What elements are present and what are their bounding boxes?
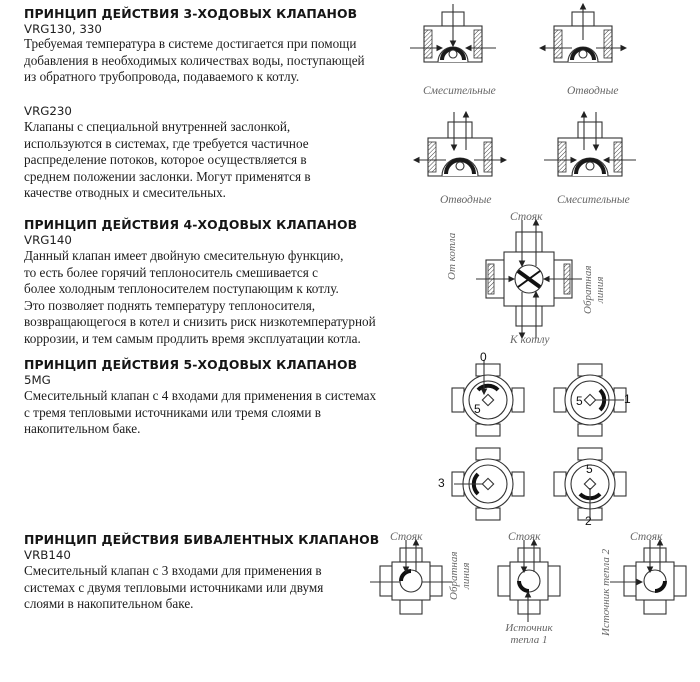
line: коррозии, и тем самым продлить время эксплуатации котла.: [24, 330, 361, 346]
caption-riser-b3: Стояк: [630, 531, 663, 543]
caption-riser-b2: Стояк: [508, 531, 541, 543]
line: более холодным теплоносителем поступающим к котлу.: [24, 281, 339, 297]
line: Это позволяет поднять температуру теплоносителя,: [24, 297, 316, 313]
line: Смесительный клапан с 3 входами для применения в: [24, 563, 322, 578]
caption-riser-b1: Стояк: [390, 531, 423, 543]
line: добавления в необходимых количествах воды, поступающей: [24, 52, 365, 68]
line: Смесительный клапан с 4 входами для применения в системах: [24, 388, 377, 403]
valve-3way-diverting-diagram: [548, 10, 618, 80]
caption-source-2: Источник тепла 2: [600, 548, 612, 636]
line: линия: [460, 562, 472, 589]
line: Обратная: [448, 551, 460, 600]
line: Обратная: [582, 265, 594, 314]
caption-mixing-1: Смесительные: [423, 85, 496, 97]
line: среднем положении заслонки. Могут применятся в: [24, 168, 311, 184]
line: используются в системах, где требуется частичное: [24, 135, 309, 151]
line: Требуемая температура в системе достигается при помощи: [24, 36, 357, 51]
line: Источник: [505, 622, 553, 634]
model-vrg130: VRG130, 330: [24, 22, 102, 36]
model-vrb140: VRB140: [24, 548, 71, 562]
valve-4way-diagram: [482, 230, 577, 330]
text-3way-b: [24, 119, 311, 202]
model-vrg230: VRG230: [24, 104, 72, 118]
caption-mixing-2: Смесительные: [557, 194, 630, 206]
line: накопительном баке.: [24, 421, 141, 437]
valve-bivalent-diagram-1: [376, 546, 446, 616]
heading-bivalent: ПРИНЦИП ДЕЙСТВИЯ БИВАЛЕНТНЫХ КЛАПАНОВ: [24, 532, 380, 547]
line: тепла 1: [510, 634, 548, 646]
position-3-label: 3: [438, 476, 445, 490]
line: то есть более горячий теплоноситель смешивается с: [24, 264, 318, 280]
caption-diverting-2: Отводные: [440, 194, 492, 206]
heading-5way: ПРИНЦИП ДЕЙСТВИЯ 5-ХОДОВЫХ КЛАПАНОВ: [24, 357, 358, 372]
line: системах с двумя тепловыми источниками или двумя: [24, 579, 324, 595]
caption-return-b: [448, 552, 472, 601]
valve-5way-position-3: [448, 444, 528, 524]
position-2-label: 2: [585, 514, 592, 528]
caption-return-4way: [582, 266, 606, 315]
port-5-label: 5: [586, 462, 593, 476]
model-vrg140: VRG140: [24, 233, 72, 247]
line: линия: [594, 276, 606, 303]
caption-to-boiler: К котлу: [510, 334, 550, 346]
line: Данный клапан имеет двойную смесительную функцию,: [24, 248, 344, 263]
valve-bivalent-diagram-3: [620, 546, 690, 616]
caption-diverting-1: Отводные: [567, 85, 619, 97]
position-1-label: 1: [624, 392, 631, 406]
line: Клапаны с специальной внутренней заслонкой,: [24, 119, 291, 134]
line: возвращающегося в котел и снизить риск низкотемпературной: [24, 314, 376, 330]
caption-riser-4way: Стояк: [510, 211, 543, 223]
line: из обратного трубопровода, подаваемого к котлу.: [24, 69, 300, 85]
text-3way-a: [24, 36, 365, 86]
port-5-label: 5: [474, 402, 481, 416]
line: распределение потоков, которое осуществляется в: [24, 152, 307, 168]
caption-source-1: [494, 622, 564, 646]
line: с тремя тепловыми источниками или тремя слоями в: [24, 404, 321, 420]
position-0-label: 0: [480, 350, 487, 364]
valve-bivalent-diagram-2: [494, 546, 564, 616]
text-5way: [24, 388, 376, 438]
caption-from-boiler: От котла: [446, 232, 458, 280]
line: слоями в накопительном баке.: [24, 596, 194, 612]
valve-5way-position-1: [550, 360, 630, 440]
heading-4way: ПРИНЦИП ДЕЙСТВИЯ 4-ХОДОВЫХ КЛАПАНОВ: [24, 217, 358, 232]
line: качестве отводных и смесительных.: [24, 185, 226, 201]
model-5mg: 5MG: [24, 373, 51, 387]
heading-3way: ПРИНЦИП ДЕЙСТВИЯ 3-ХОДОВЫХ КЛАПАНОВ: [24, 6, 358, 21]
valve-vrg230-diverting-diagram: [420, 120, 500, 190]
port-5-label: 5: [576, 394, 583, 408]
valve-vrg230-mixing-diagram: [550, 120, 630, 190]
text-bivalent: [24, 563, 323, 613]
valve-5way-position-2: [550, 444, 630, 524]
text-4way: [24, 248, 376, 348]
valve-5way-position-0: [448, 360, 528, 440]
valve-3way-mixing-diagram: [418, 10, 488, 80]
